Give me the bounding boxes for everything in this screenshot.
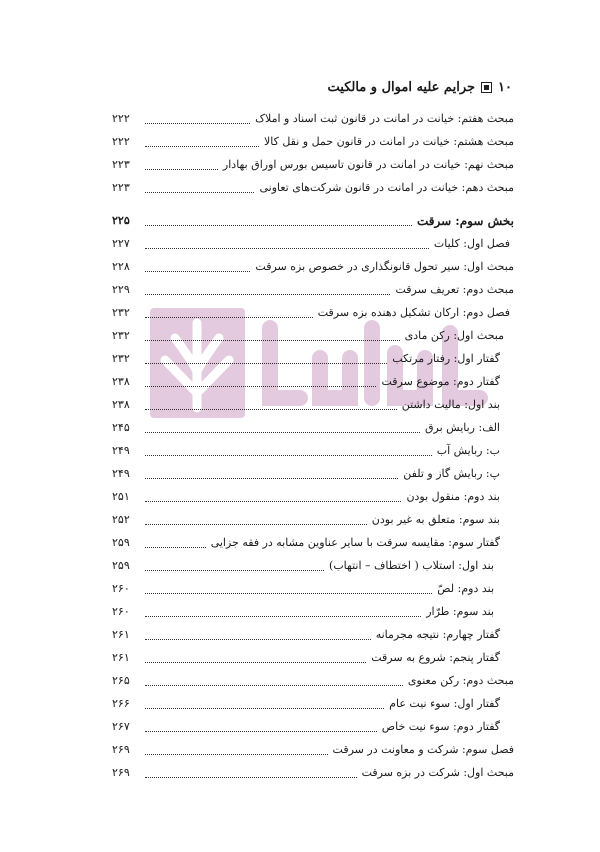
toc-entry xyxy=(112,278,514,301)
toc-entry xyxy=(112,370,514,393)
dot-leader xyxy=(145,362,387,364)
dot-leader xyxy=(145,224,412,226)
toc-entry-title: مبحث اول: رکن مادی xyxy=(404,329,504,342)
toc-entry xyxy=(112,531,514,554)
dot-leader xyxy=(145,569,324,571)
dot-leader xyxy=(145,122,250,124)
toc-entry-page: ۲۲۵ xyxy=(112,214,130,227)
dot-leader xyxy=(145,615,421,617)
toc-entry-title: فصل دوم: ارکان تشکیل دهنده بزه سرقت xyxy=(317,306,510,319)
toc-entry-page: ۲۵۲ xyxy=(112,513,130,526)
square-ornament-icon xyxy=(481,82,492,93)
toc-entry xyxy=(112,669,514,692)
toc-entry-page: ۲۶۰ xyxy=(112,582,130,595)
toc-entry-title: گفتار اول: سوء نیت عام xyxy=(389,697,500,710)
toc-entry xyxy=(112,301,514,324)
dot-leader xyxy=(145,270,250,272)
dot-leader xyxy=(145,316,313,318)
toc-entry-page: ۲۶۷ xyxy=(112,720,130,733)
toc-entry-page: ۲۶۹ xyxy=(112,743,130,756)
toc-entry-title: مبحث اول: سیر تحول قانونگذاری در خصوص بزه سرقت xyxy=(255,260,514,273)
toc-entry-page: ۲۲۹ xyxy=(112,283,130,296)
toc-entry-page: ۲۳۸ xyxy=(112,375,130,388)
toc-entry-page: ۲۳۲ xyxy=(112,306,130,319)
dot-leader xyxy=(145,339,400,341)
book-title: جرایم علیه اموال و مالکیت xyxy=(327,80,476,95)
toc-entry xyxy=(112,107,514,130)
toc-entry-title: بند سوم: طرّار xyxy=(426,605,494,618)
dot-leader xyxy=(145,523,367,525)
toc-entry-title: فصل سوم: شرکت و معاونت در سرقت xyxy=(332,743,514,756)
toc-entry xyxy=(112,324,514,347)
toc-entry xyxy=(112,738,514,761)
toc-entry xyxy=(112,485,514,508)
toc-entry-page: ۲۵۹ xyxy=(112,559,130,572)
toc-entry-title: مبحث هفتم: خیانت در امانت در قانون ثبت اسناد و املاک xyxy=(255,112,514,125)
dot-leader xyxy=(145,191,254,193)
toc-entry-page: ۲۶۱ xyxy=(112,651,130,664)
toc-entry-title: ب: ربایش آب xyxy=(436,444,500,457)
toc-entry-title: مبحث نهم: خیانت در امانت در قانون تاسیس بورس اوراق بهادار xyxy=(222,158,514,171)
dot-leader xyxy=(145,385,376,387)
toc-entry-page: ۲۲۸ xyxy=(112,260,130,273)
toc-entry xyxy=(112,761,514,784)
dot-leader xyxy=(145,638,371,640)
dot-leader xyxy=(145,546,206,548)
toc-entry-page: ۲۲۲ xyxy=(112,135,130,148)
toc-entry-title: گفتار اول: رفتار مرتکب xyxy=(392,352,500,365)
toc-entry-page: ۲۶۶ xyxy=(112,697,130,710)
toc-entry-title: بند سوم: متعلق به غیر بودن xyxy=(371,513,500,526)
toc-entry-title: گفتار چهارم: نتیجه مجرمانه xyxy=(375,628,500,641)
toc-entry-page: ۲۵۱ xyxy=(112,490,130,503)
toc-entry xyxy=(112,209,514,232)
dot-leader xyxy=(145,661,366,663)
toc-entry-page: ۲۳۲ xyxy=(112,329,130,342)
toc-entry-title: الف: ربایش برق xyxy=(425,421,500,434)
toc-entry-title: مبحث هشتم: خیانت در امانت در قانون حمل و نقل کالا xyxy=(263,135,514,148)
toc-entry-page: ۲۶۰ xyxy=(112,605,130,618)
toc-entry xyxy=(112,416,514,439)
toc-entry-title: مبحث دوم: رکن معنوی xyxy=(407,674,514,687)
toc-entry-title: مبحث دوم: تعریف سرقت xyxy=(395,283,514,296)
toc-entry xyxy=(112,153,514,176)
toc-entry-title: گفتار دوم: موضوع سرقت xyxy=(381,375,500,388)
toc-entry xyxy=(112,232,514,255)
toc-entry xyxy=(112,462,514,485)
dot-leader xyxy=(145,684,403,686)
toc-entry-page: ۲۴۵ xyxy=(112,421,130,434)
dot-leader xyxy=(145,500,401,502)
toc-entry xyxy=(112,554,514,577)
toc-entry-page: ۲۳۸ xyxy=(112,398,130,411)
dot-leader xyxy=(145,168,218,170)
toc-entry xyxy=(112,176,514,199)
toc-entry xyxy=(112,692,514,715)
dot-leader xyxy=(145,477,398,479)
dot-leader xyxy=(145,776,357,778)
dot-leader xyxy=(145,431,420,433)
toc-entry-page: ۲۶۵ xyxy=(112,674,130,687)
toc-entry-title: بند دوم: لصّ xyxy=(437,582,494,595)
toc-entry-page: ۲۳۲ xyxy=(112,352,130,365)
toc-entry-title: بند اول: مالیت داشتن xyxy=(401,398,500,411)
dot-leader xyxy=(145,454,432,456)
toc-entry-title: بند اول: استلاب ( اختطاف – انتهاب) xyxy=(329,559,494,572)
toc-entry-title: پ: ربایش گاز و تلفن xyxy=(403,467,500,480)
toc-entry-page: ۲۲۲ xyxy=(112,112,130,125)
toc-entry-page: ۲۶۱ xyxy=(112,628,130,641)
toc-entry xyxy=(112,623,514,646)
toc-entry xyxy=(112,439,514,462)
toc-entry-page: ۲۶۹ xyxy=(112,766,130,779)
toc-entry-page: ۲۵۹ xyxy=(112,536,130,549)
toc-entry xyxy=(112,600,514,623)
dot-leader xyxy=(145,730,377,732)
toc-entry xyxy=(112,508,514,531)
dot-leader xyxy=(145,592,432,594)
toc-entry xyxy=(112,577,514,600)
toc-entry-page: ۲۴۹ xyxy=(112,467,130,480)
dot-leader xyxy=(145,293,390,295)
dot-leader xyxy=(145,145,259,147)
dot-leader xyxy=(145,408,397,410)
toc-entry-page: ۲۲۷ xyxy=(112,237,130,250)
toc-entry-title: بخش سوم: سرقت xyxy=(416,213,514,228)
table-of-contents xyxy=(112,107,514,784)
toc-entry-page: ۲۴۹ xyxy=(112,444,130,457)
toc-entry-page: ۲۲۳ xyxy=(112,158,130,171)
toc-entry xyxy=(112,255,514,278)
toc-entry-title: گفتار سوم: مقایسه سرقت با سایر عناوین مشابه در فقه جزایی xyxy=(210,536,500,549)
toc-entry xyxy=(112,347,514,370)
running-header xyxy=(328,80,513,95)
toc-entry-title: گفتار دوم: سوء نیت خاص xyxy=(381,720,500,733)
toc-entry-page: ۲۲۳ xyxy=(112,181,130,194)
toc-entry-title: فصل اول: کلیات xyxy=(433,237,510,250)
toc-entry-title: مبحث اول: شرکت در بزه سرقت xyxy=(361,766,514,779)
dot-leader xyxy=(145,753,328,755)
page-number: ۱۰ xyxy=(498,80,512,95)
toc-entry xyxy=(112,715,514,738)
dot-leader xyxy=(145,247,429,249)
toc-entry xyxy=(112,646,514,669)
toc-entry xyxy=(112,130,514,153)
toc-entry-title: گفتار پنجم: شروع به سرقت xyxy=(371,651,500,664)
toc-entry-title: مبحث دهم: خیانت در امانت در قانون شرکت‌های تعاونی xyxy=(259,181,514,194)
toc-entry-title: بند دوم: منقول بودن xyxy=(406,490,500,503)
toc-entry xyxy=(112,393,514,416)
dot-leader xyxy=(145,707,384,709)
section-spacer xyxy=(112,199,514,209)
